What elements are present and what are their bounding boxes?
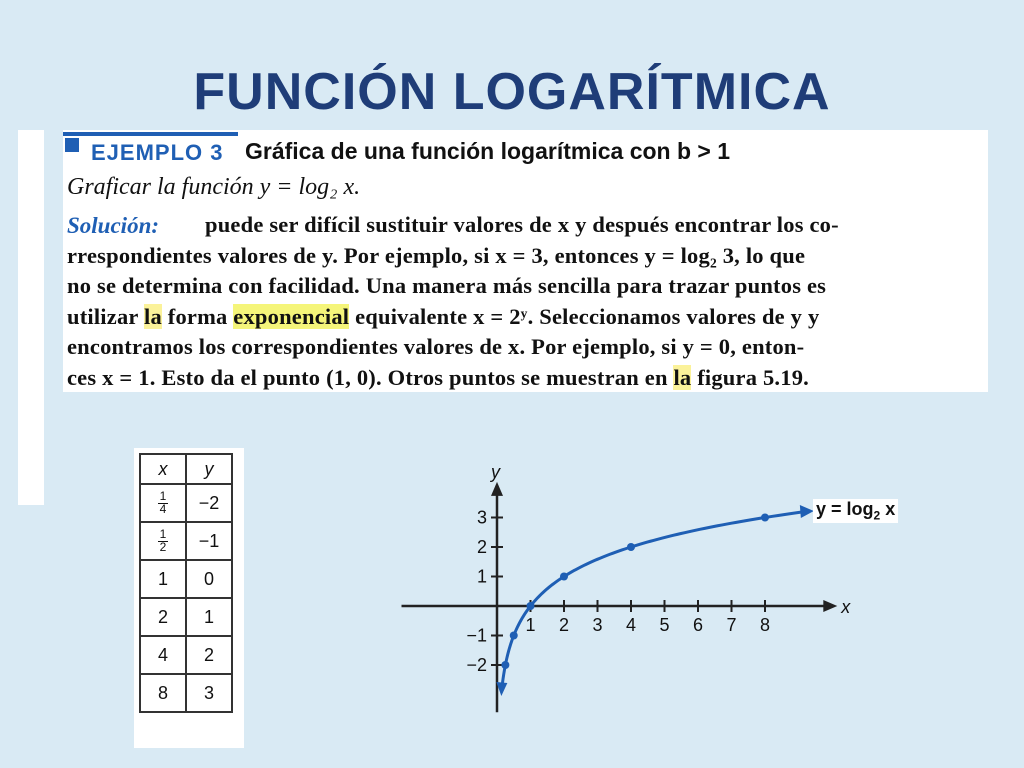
values-table [139,453,233,713]
example-label: EJEMPLO 3 [91,140,224,165]
fraction-denominator: 4 [159,502,167,516]
x-tick-label: 2 [558,615,570,635]
text-run: utilizar [67,303,145,329]
data-point [761,514,769,522]
data-point [627,543,635,551]
text-run: equivalente x = 2ʸ. Seleccionamos valores de y y [349,303,820,329]
text-run: forma [161,303,234,329]
log-curve [502,512,801,684]
highlighted-word: la [144,303,162,329]
example-title: Gráfica de una función logarítmica con b > 1 [245,138,731,164]
table-header-x: x [140,454,186,484]
text-run: ces x = 1. Esto da el punto (1, 0). Otros puntos se muestran en [67,364,674,390]
x-tick-label: 8 [759,615,771,635]
table-cell-y: −2 [186,484,232,522]
task-statement: Graficar la función y = log₂ x. [67,174,361,200]
table-cell-x: 1 [140,560,186,598]
x-tick-label: 1 [525,615,536,635]
table-row [140,674,232,712]
table-cell-x: 2 [140,598,186,636]
table-row [140,484,232,522]
table-row [140,636,232,674]
slide-title: FUNCIÓN LOGARÍTMICA [193,63,831,121]
x-tick-label: 6 [692,615,704,635]
table-cell-y: 3 [186,674,232,712]
y-tick-label: −2 [466,655,487,675]
fraction-numerator: 1 [159,527,167,541]
curve-equation-label: $y = \log_2 x$ [813,499,898,523]
table-row [140,560,232,598]
textbook-excerpt [63,130,988,392]
log-graph [385,455,915,745]
paragraph-line [67,302,985,333]
x-tick-label: 4 [625,615,637,635]
curve-arrow-right [800,505,814,518]
data-point [501,661,509,669]
example-header-bar [63,132,238,136]
highlighted-word: exponencial [233,303,350,329]
x-tick-label: 5 [659,615,670,635]
x-tick-label: 3 [592,615,603,635]
y-axis-arrow [491,482,503,496]
y-tick-label: 2 [476,537,487,557]
x-axis-arrow [823,600,837,612]
x-tick-label: 7 [726,615,737,635]
paragraph-line: no se determina con facilidad. Una manera más sencilla para trazar puntos es [67,273,827,299]
paragraph-line [67,363,985,394]
table-cell-y: 2 [186,636,232,674]
table-cell-y: −1 [186,522,232,560]
table-row [140,522,232,560]
table-cell-x: 8 [140,674,186,712]
example-square-icon [65,138,79,152]
data-point [560,573,568,581]
example-header [63,132,988,168]
white-margin-strip [18,130,44,505]
fraction-denominator: 2 [159,540,167,554]
table-cell-x [140,522,186,560]
values-table-box [134,448,244,748]
table-cell-y: 0 [186,560,232,598]
table-cell-x [140,484,186,522]
y-tick-label: 3 [476,507,487,528]
y-axis-label: y [491,461,500,482]
data-point [527,602,535,610]
highlighted-word: la [673,364,692,390]
solution-label: Solución: [67,213,160,238]
fraction-numerator: 1 [159,489,167,503]
solution-paragraph [67,210,985,394]
paragraph-line: rrespondientes valores de y. Por ejemplo, si x = 3, entonces y = log₂ 3, lo que [67,242,806,268]
table-header-row [140,454,232,484]
paragraph-line: puede ser difícil sustituir valores de x y después encontrar los co- [205,212,839,237]
table-cell-y: 1 [186,598,232,636]
data-point [510,632,518,640]
table-cell-x: 4 [140,636,186,674]
paragraph-line: encontramos los correspondientes valores de x. Por ejemplo, si y = 0, enton- [67,334,805,360]
y-tick-label: 1 [476,566,487,587]
x-axis-label: x [841,597,851,617]
table-header-y: y [186,454,232,484]
text-run: figura 5.19. [691,364,809,390]
y-tick-label: −1 [466,625,487,646]
table-row [140,598,232,636]
